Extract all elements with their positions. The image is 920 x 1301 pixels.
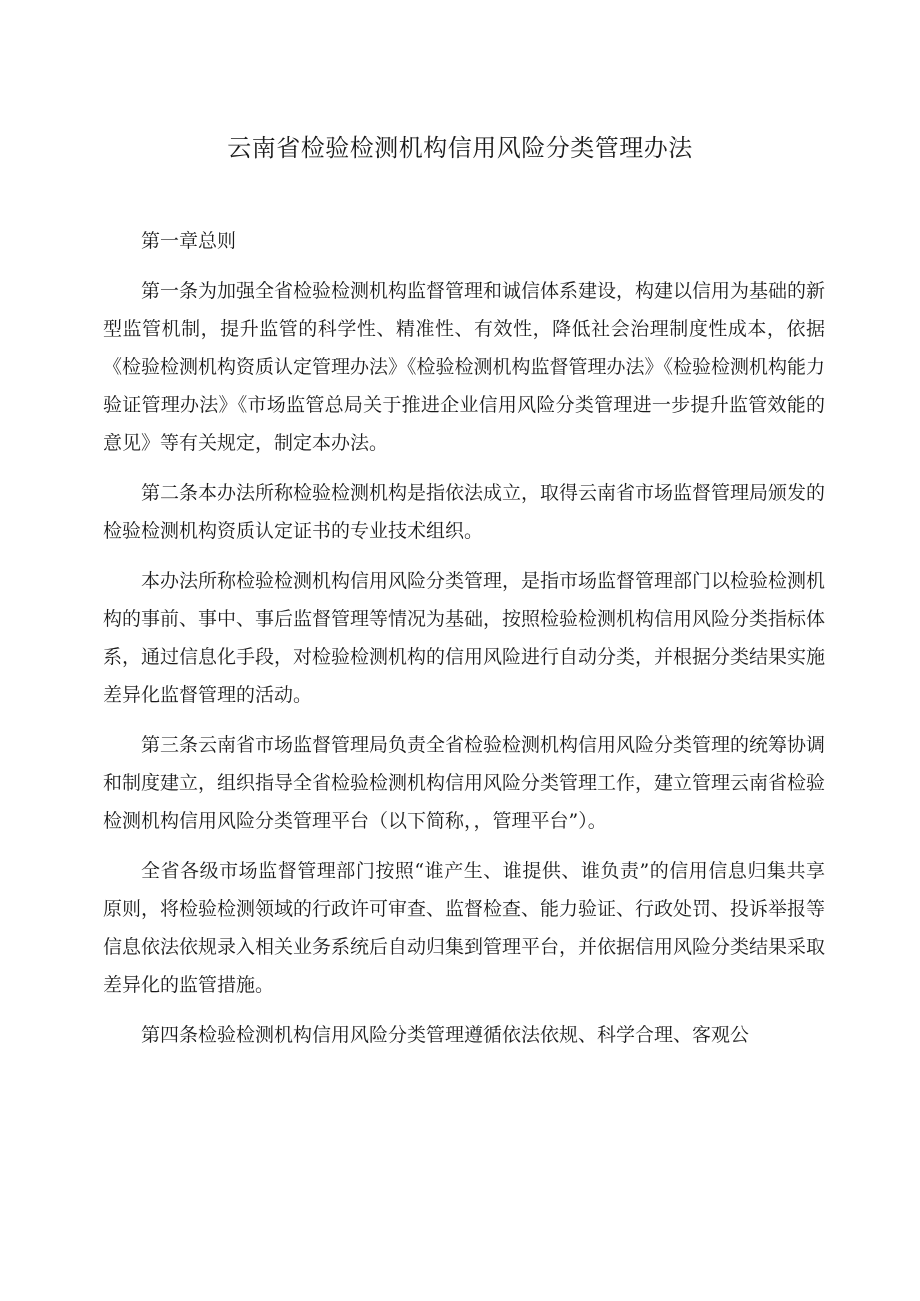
chapter-heading: 第一章总则 — [141, 230, 237, 252]
article-4-paragraph: 第四条检验检测机构信用风险分类管理遵循依法依规、科学合理、客观公 — [141, 1024, 750, 1046]
article-3-paragraph: 第三条云南省市场监督管理局负责全省检验检测机构信用风险分类管理的统筹协调和制度建立，组织指导全省检验检测机构信用风险分类管理工作，建立管理云南省检验检测机构信用风险分类管理平台（以下简称，，管理平台”）。 — [103, 734, 826, 832]
document-body — [103, 222, 825, 1066]
article-2-paragraph: 第二条本办法所称检验检测机构是指依法成立，取得云南省市场监督管理局颁发的检验检测机构资质认定证书的专业技术组织。 — [103, 482, 826, 542]
article-3-supplement-paragraph: 全省各级市场监督管理部门按照“谁产生、谁提供、谁负责”的信用信息归集共享原则，将检验检测领域的行政许可审查、监督检查、能力验证、行政处罚、投诉举报等信息依法依规录入相关业务系统后自动归集到管理平台，并依据信用风险分类结果采取差异化的监管措施。 — [103, 860, 826, 996]
article-2-definition-paragraph: 本办法所称检验检测机构信用风险分类管理，是指市场监督管理部门以检验检测机构的事前、事中、事后监督管理等情况为基础，按照检验检测机构信用风险分类指标体系，通过信息化手段，对检验检测机构的信用风险进行自动分类，并根据分类结果实施差异化监督管理的活动。 — [103, 570, 826, 706]
article-1-paragraph: 第一条为加强全省检验检测机构监督管理和诚信体系建设，构建以信用为基础的新型监管机制，提升监管的科学性、精准性、有效性，降低社会治理制度性成本，依据《检验检测机构资质认定管理办法》《检验检测机构监督管理办法》《检验检测机构能力验证管理办法》《市场监管总局关于推进企业信用风险分类管理进一步提升监管效能的意见》等有关规定，制定本办法。 — [103, 280, 826, 454]
document-title: 云南省检验检测机构信用风险分类管理办法 — [227, 134, 693, 162]
